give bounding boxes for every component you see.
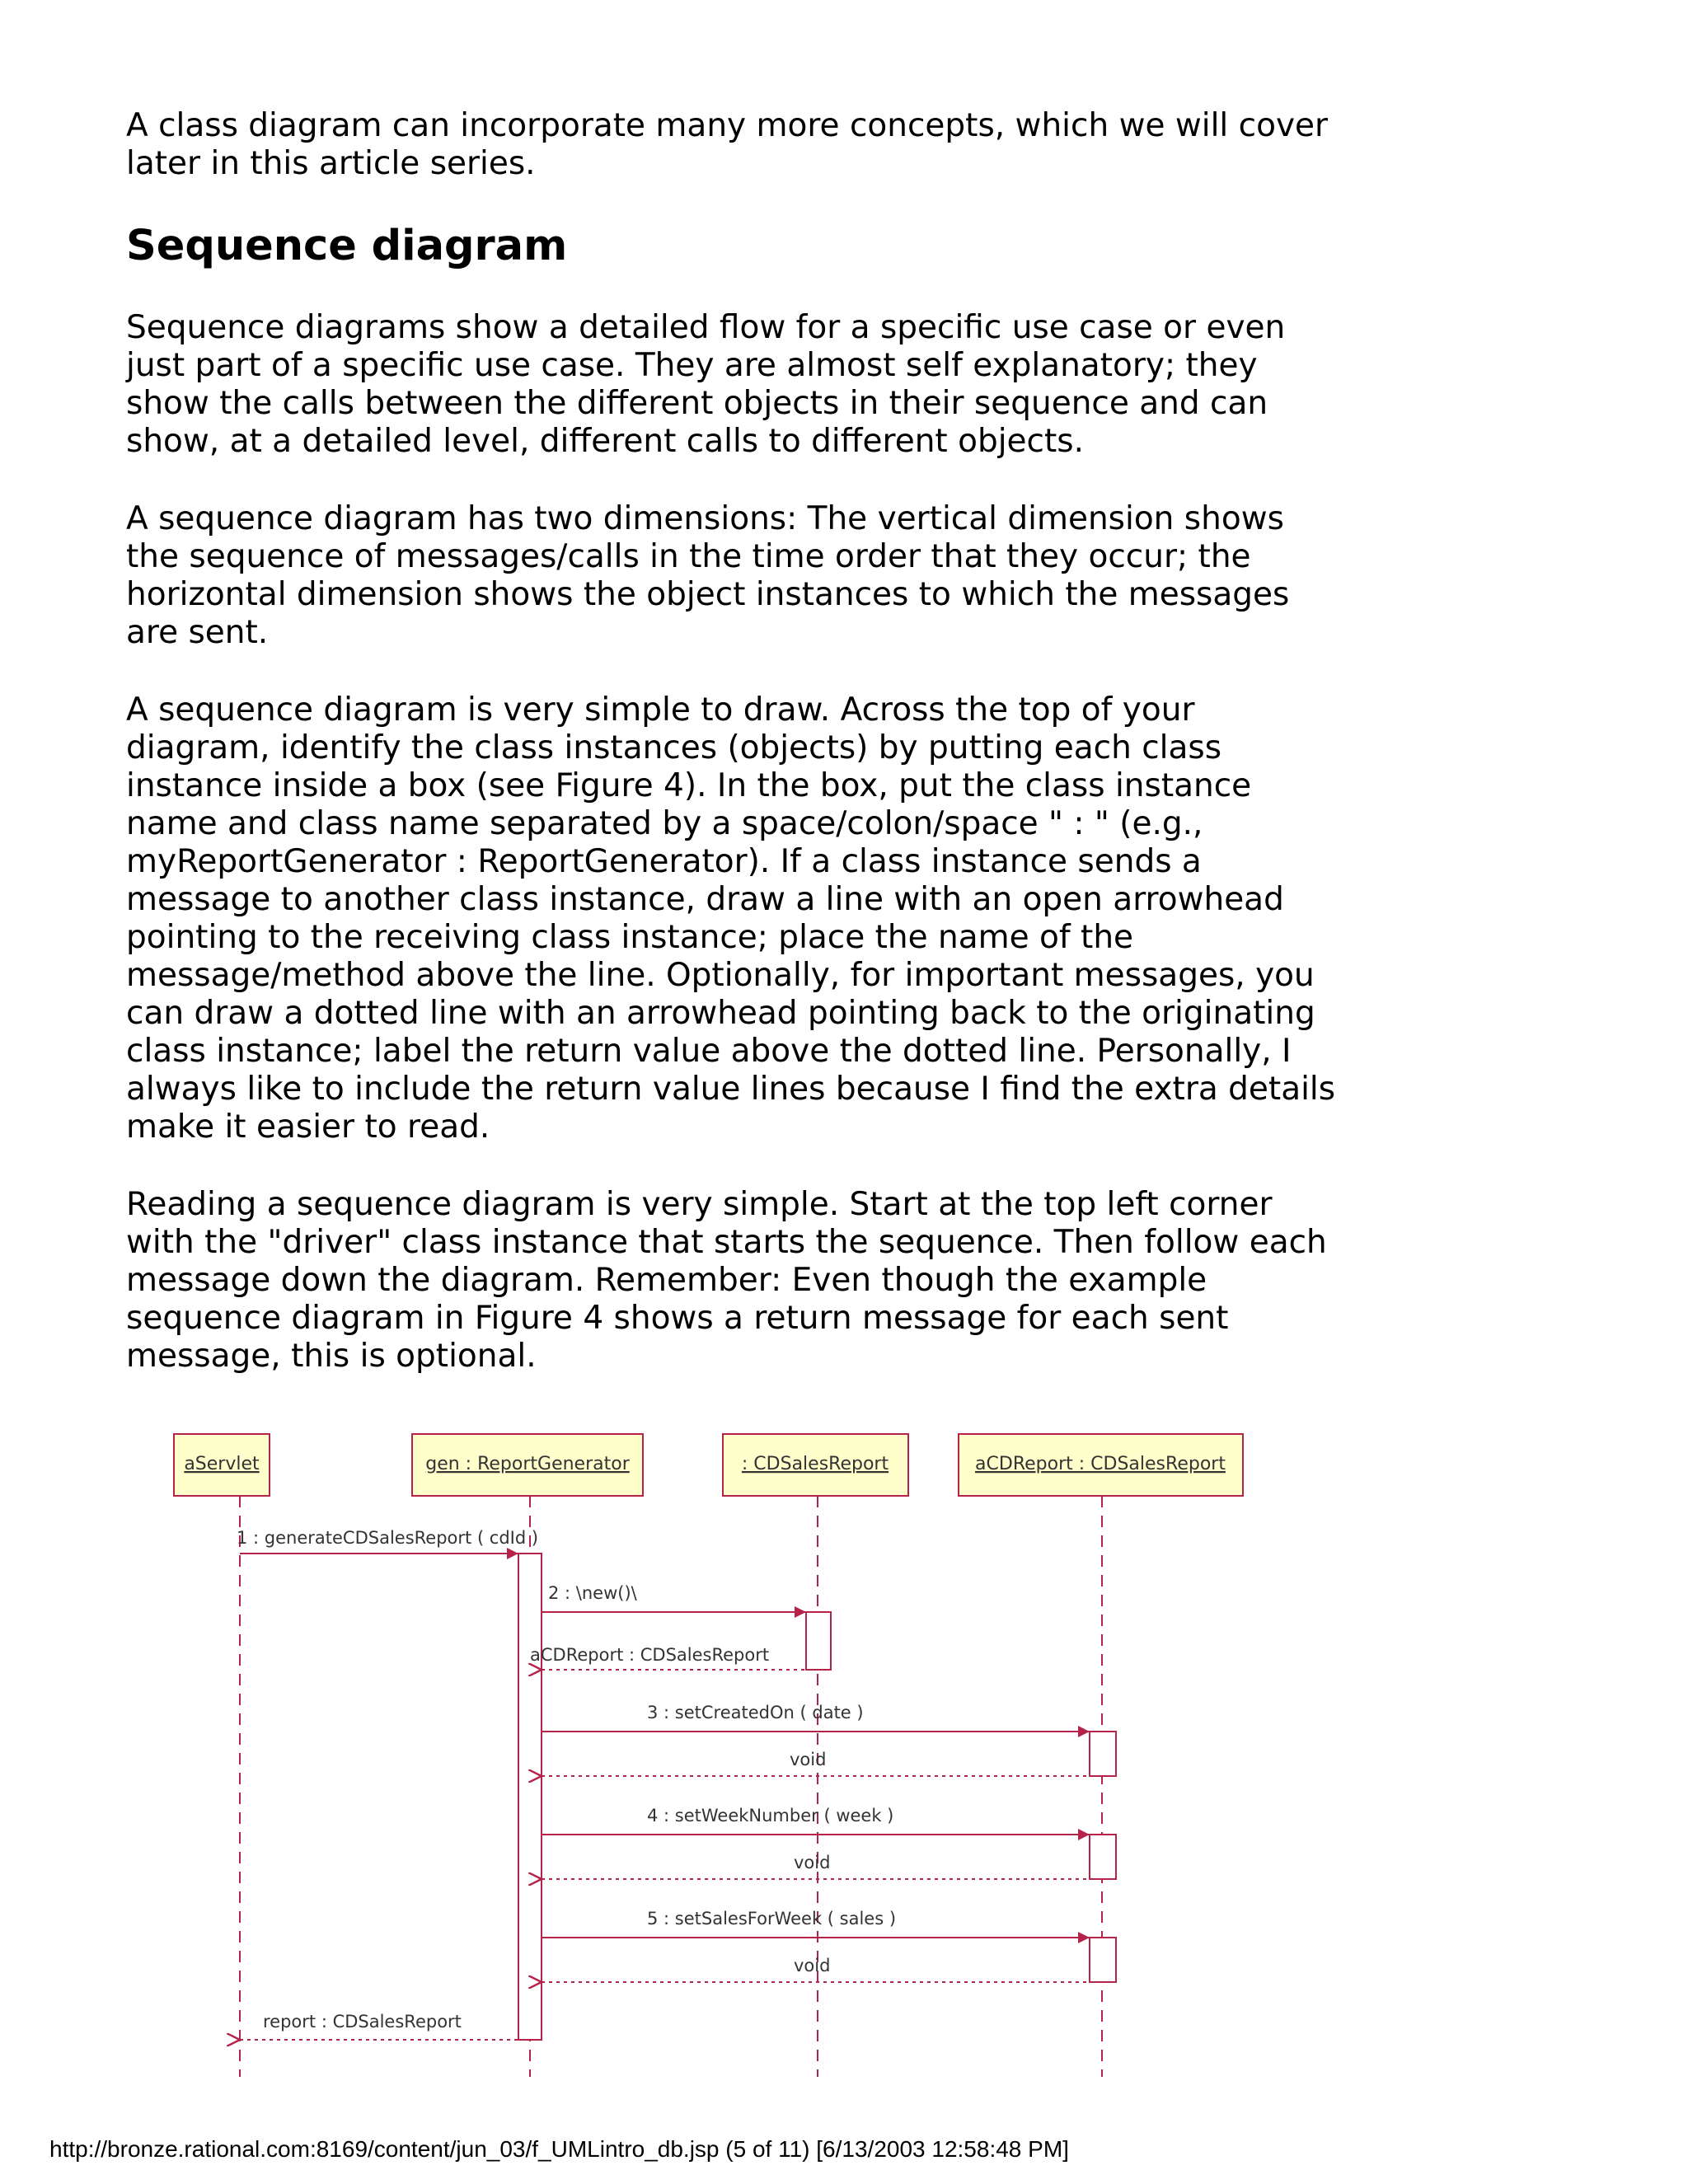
return-label-5: void xyxy=(794,1956,831,1975)
object-acdreport xyxy=(959,1434,1243,1496)
msg-label-1: 1 : generateCDSalesReport ( cdId ) xyxy=(237,1528,539,1548)
intro-paragraph: A class diagram can incorporate many more concepts, which we will cover later in this article series. xyxy=(126,107,1329,182)
msg-label-3: 3 : setCreatedOn ( date ) xyxy=(647,1703,864,1722)
paragraph-3: A sequence diagram is very simple to draw. Across the top of your diagram, identify the class instances (objects) by putting each class instance inside a box (see Figure 4). In the box, put the class instance name and class name separated by a space/colon/space " : " (e.g., myReportGenerator : ReportGenerator). If a class instance sends a message to another class instance, draw a line with an open arrowhead pointing to the receiving class instance; place the name of the message/method above the line. Optionally, for important messages, you can draw a dotted line with an arrowhead pointing back to the originating class instance; label the return value above the dotted line. Personally, I always like to include the return value lines because I find the extra details make it easier to read. xyxy=(126,691,1336,1146)
return-label-2: aCDReport : CDSalesReport xyxy=(530,1645,770,1665)
activation-acdreport-1 xyxy=(1090,1732,1116,1776)
msg-label-5: 5 : setSalesForWeek ( sales ) xyxy=(647,1909,897,1929)
return-label-1: report : CDSalesReport xyxy=(263,2012,462,2032)
activation-report-generator xyxy=(518,1554,542,2040)
paragraph-4: Reading a sequence diagram is very simple. Start at the top left corner with the "driver" class instance that starts the sequence. Then follow each message down the diagram. Remember: Even though the example sequence diagram in Figure 4 shows a return message for each sent message, this is optional. xyxy=(126,1186,1327,1375)
object-aservlet xyxy=(174,1434,270,1496)
msg-label-2: 2 : \new()\ xyxy=(548,1583,637,1603)
sequence-diagram-figure xyxy=(161,1426,1249,2077)
object-label-aservlet: aServlet xyxy=(184,1454,260,1474)
page-footer-url: http://bronze.rational.com:8169/content/jun_03/f_UMLintro_db.jsp (5 of 11) [6/13/2003 12:58:48 PM] xyxy=(49,2136,1069,2162)
article-body xyxy=(126,107,1346,1376)
object-cdsalesreport xyxy=(723,1434,908,1496)
return-label-4: void xyxy=(794,1853,831,1872)
message-arrows xyxy=(240,1554,1090,2040)
return-label-3: void xyxy=(790,1750,827,1769)
object-label-acdreport: aCDReport : CDSalesReport xyxy=(975,1454,1226,1474)
object-label-report-generator: gen : ReportGenerator xyxy=(425,1454,630,1474)
paragraph-1: Sequence diagrams show a detailed flow for a specific use case or even just part of a specific use case. They are almost self explanatory; they show the calls between the different objects in their sequence and can show, at a detailed level, different calls to different objects. xyxy=(126,309,1286,460)
lifelines xyxy=(240,1496,1102,2077)
activation-acdreport-2 xyxy=(1090,1835,1116,1879)
activation-acdreport-3 xyxy=(1090,1938,1116,1982)
message-labels xyxy=(237,1528,896,2032)
activation-cdsalesreport xyxy=(806,1612,831,1670)
paragraph-2: A sequence diagram has two dimensions: The vertical dimension shows the sequence of messages/calls in the time order that they occur; the horizontal dimension shows the object instances to which the messages are sent. xyxy=(126,500,1290,651)
object-report-generator xyxy=(412,1434,643,1496)
object-label-cdsalesreport: : CDSalesReport xyxy=(741,1454,889,1474)
sequence-diagram xyxy=(161,1426,1249,2077)
section-heading: Sequence diagram xyxy=(126,222,568,270)
msg-label-4: 4 : setWeekNumber ( week ) xyxy=(647,1806,894,1825)
